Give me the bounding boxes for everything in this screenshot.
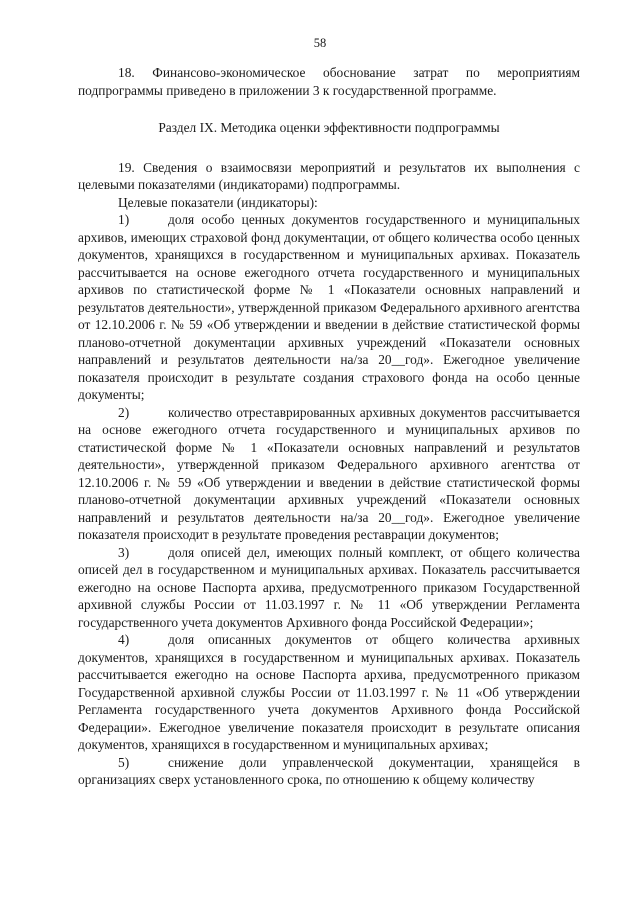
list-item-text: доля особо ценных документов государственного и муниципальных архивов, имеющих страховой фонд документации, от общего количества особо ценных документов, хранящихся в государственном и муниципальных архивах. Показатель рассчитывается на основе ежегодного отчета государственного и муниципальных архивов по статистической форме № 1 «Показатели основных направлений и результатов деятельности», утвержденной приказом Федерального архивного агентства от 12.10.2006 г. № 59 «Об утверждении и введении в действие статистической формы планово-отчетной документации архивных учреждений «Показатели основных направлений и результатов деятельности на/за 20__год». Ежегодное увеличение показателя происходит в результате создания страхового фонда на особо ценные документы; — [78, 212, 580, 402]
paragraph-19: 19. Сведения о взаимосвязи мероприятий и результатов их выполнения с целевыми показателями (индикаторами) подпрограммы. — [78, 159, 580, 192]
page-content — [78, 64, 580, 789]
list-item-number: 2) — [118, 404, 130, 420]
section-heading: Раздел IX. Методика оценки эффективности подпрограммы — [158, 120, 500, 135]
list-item-text: количество отреставрированных архивных документов рассчитывается на основе ежегодного отчета государственного и муниципальных архивов по статистической форме № 1 «Показатели основных направлений и результатов деятельности», утвержденной приказом Федерального архивного агентства от 12.10.2006 г. № 59 «Об утверждении и введении в действие статистической формы планово-отчетной документации архивных учреждений «Показатели основных направлений и результатов деятельности на/за 20__год». Ежегодное увеличение показателя происходит в результате проведения реставрации документов; — [78, 404, 580, 542]
list-item-number: 1) — [118, 212, 130, 227]
list-item-text: доля описанных документов от общего количества архивных документов, хранящихся в государственном и муниципальных архивах. Показатель рассчитывается ежегодно на основе Паспорта архива, предусмотренного приказом Государственной архивной службы России от 11.03.1997 г. № 11 «Об утверждении Регламента государственного учета документов Архивного фонда Российской Федерации». Ежегодное увеличение показателя происходит в результате описания документов, хранящихся в государственном и муниципальных архивах; — [78, 632, 580, 752]
list-item — [78, 631, 580, 754]
list-item-text: доля описей дел, имеющих полный комплект, от общего количества описей дел в государственном и муниципальных архивах. Показатель рассчитывается ежегодно на основе Паспорта архива, предусмотренного приказом Государственной архивной службы России от 11.03.1997 г. № 11 «Об утверждении Регламента государственного учета документов Архивного фонда Российской Федерации»; — [78, 544, 580, 630]
paragraph-18: 18. Финансово-экономическое обоснование затрат по мероприятиям подпрограммы приведено в приложении 3 к государственной программе. — [78, 65, 580, 98]
list-item-number: 3) — [118, 544, 130, 560]
list-item — [78, 544, 580, 632]
list-item-number: 4) — [118, 632, 130, 647]
page-number: 58 — [313, 36, 327, 50]
list-item — [78, 754, 580, 789]
list-item — [78, 404, 580, 544]
targets-label: Целевые показатели (индикаторы): — [118, 194, 318, 210]
list-item-text: снижение доли управленческой документации, хранящейся в организациях сверх установленного срока, по отношению к общему количеству — [78, 754, 580, 787]
list-item — [78, 211, 580, 404]
list-item-number: 5) — [118, 754, 130, 770]
